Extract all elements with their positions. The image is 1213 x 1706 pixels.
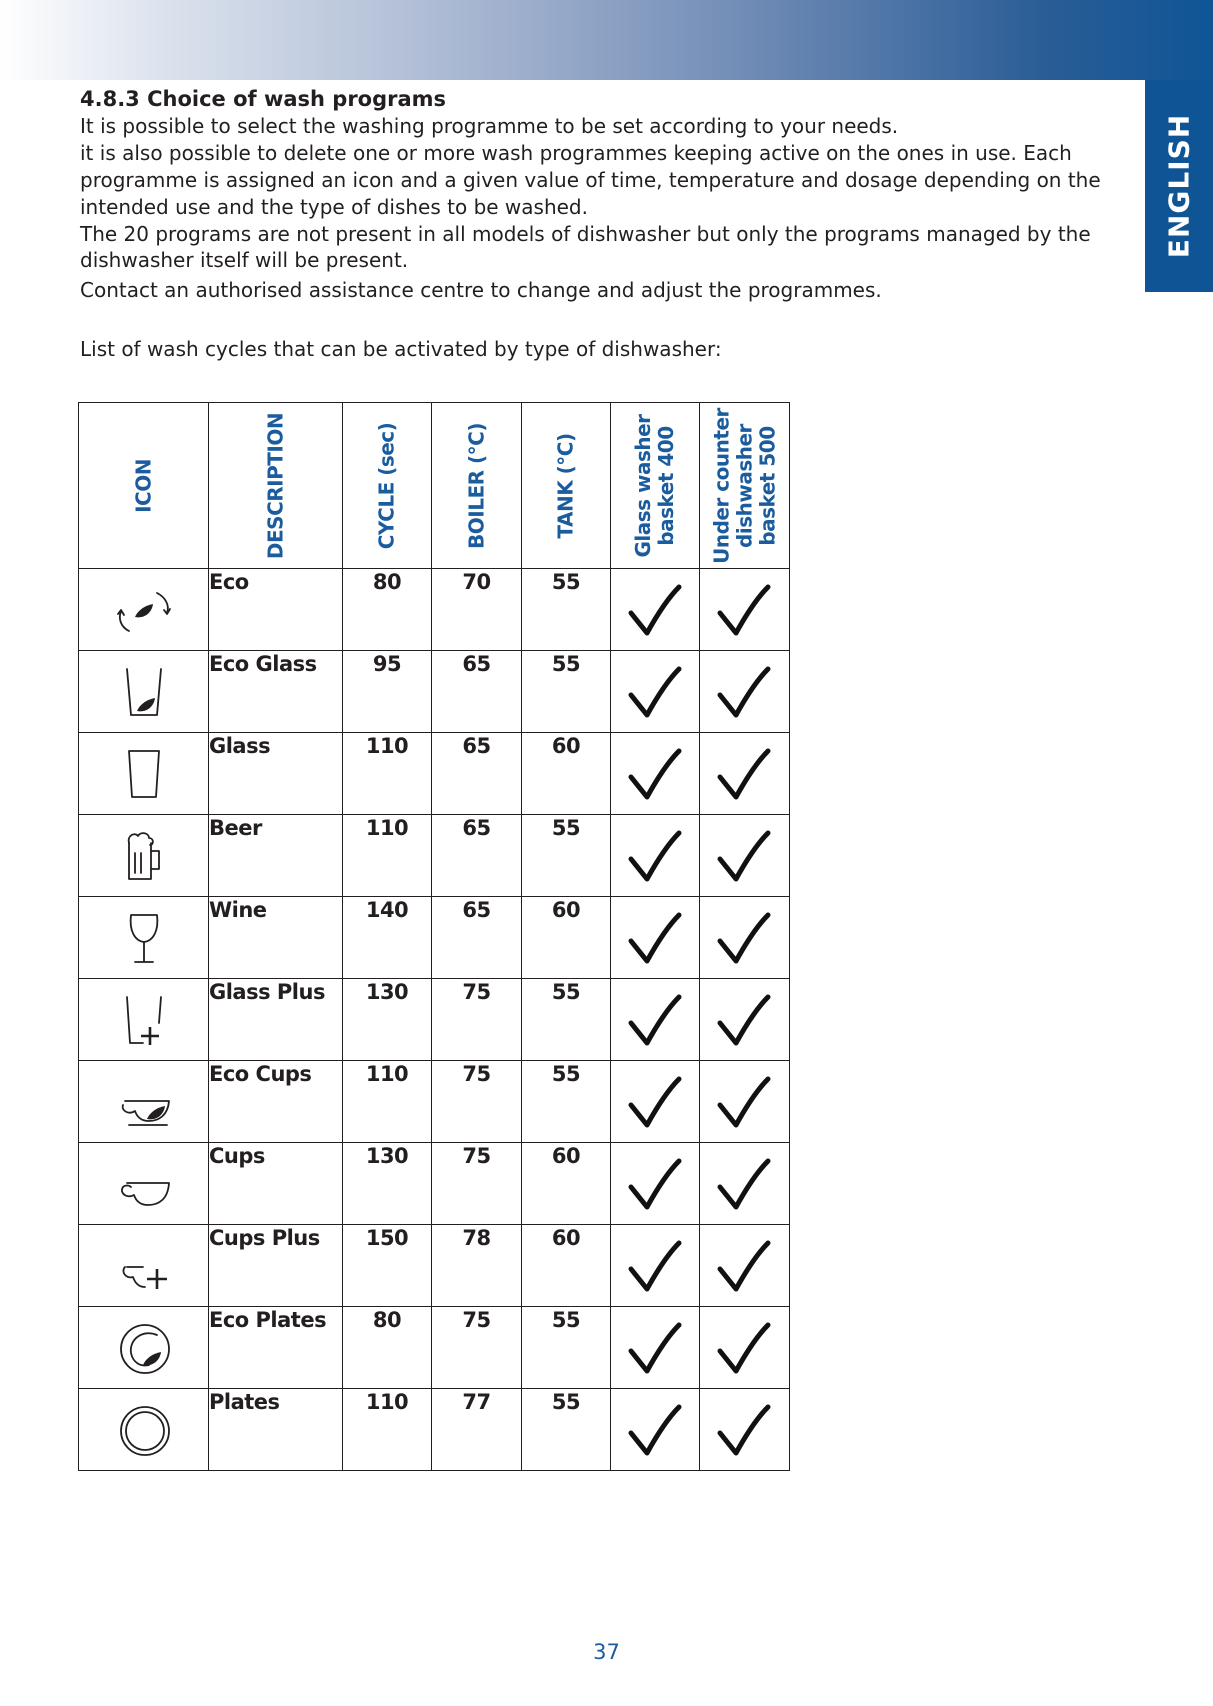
checkmark-icon <box>716 829 772 887</box>
checkmark-icon <box>627 1403 683 1461</box>
cycle-value: 80 <box>343 1307 432 1389</box>
program-description: Eco Glass <box>209 651 343 733</box>
cycle-value: 80 <box>343 569 432 651</box>
list-intro-paragraph: List of wash cycles that can be activated by type of dishwasher: <box>80 337 722 361</box>
table-row <box>79 1307 790 1389</box>
tank-value: 60 <box>522 733 611 815</box>
contact-paragraph: Contact an authorised assistance centre to change and adjust the programmes. <box>80 278 882 302</box>
section-heading: 4.8.3 Choice of wash programs <box>80 87 447 111</box>
icon-cell <box>79 1061 209 1143</box>
eco-plate-icon <box>113 1321 177 1379</box>
icon-cell <box>79 1143 209 1225</box>
checkmark-icon <box>627 1157 683 1215</box>
eco-glass-icon <box>113 665 177 723</box>
tank-value: 55 <box>522 569 611 651</box>
under-counter-check <box>700 733 790 815</box>
programs-availability-paragraph: The 20 programs are not present in all models of dishwasher but only the programs managed by the dishwasher itself will be present. <box>80 222 1091 272</box>
table-row <box>79 979 790 1061</box>
table-row <box>79 815 790 897</box>
under-counter-check <box>700 815 790 897</box>
glass-washer-check <box>611 651 700 733</box>
program-description: Wine <box>209 897 343 979</box>
checkmark-icon <box>627 747 683 805</box>
table-row <box>79 733 790 815</box>
checkmark-icon <box>627 993 683 1051</box>
icon-cell <box>79 651 209 733</box>
program-description: Eco Cups <box>209 1061 343 1143</box>
under-counter-check <box>700 1389 790 1471</box>
boiler-value: 75 <box>432 979 522 1061</box>
cycle-value: 140 <box>343 897 432 979</box>
under-counter-check <box>700 1307 790 1389</box>
program-description: Eco <box>209 569 343 651</box>
checkmark-icon <box>716 1075 772 1133</box>
program-description: Glass <box>209 733 343 815</box>
checkmark-icon <box>716 1239 772 1297</box>
checkmark-icon <box>716 993 772 1051</box>
tank-value: 55 <box>522 1389 611 1471</box>
checkmark-icon <box>627 1075 683 1133</box>
icon-cell <box>79 1307 209 1389</box>
language-tab <box>1145 80 1213 292</box>
under-counter-check <box>700 651 790 733</box>
glass-washer-check <box>611 815 700 897</box>
cycle-value: 110 <box>343 1061 432 1143</box>
cycle-value: 110 <box>343 1389 432 1471</box>
glass-washer-check <box>611 1061 700 1143</box>
checkmark-icon <box>716 665 772 723</box>
cycle-value: 130 <box>343 979 432 1061</box>
header-description: DESCRIPTION <box>209 403 343 569</box>
boiler-value: 75 <box>432 1061 522 1143</box>
icon-cell <box>79 1389 209 1471</box>
wine-glass-icon <box>113 911 177 969</box>
table-row <box>79 1143 790 1225</box>
header-cycle: CYCLE (sec) <box>343 403 432 569</box>
icon-cell <box>79 733 209 815</box>
tank-value: 60 <box>522 1225 611 1307</box>
table-header-row <box>79 403 790 569</box>
table-row <box>79 1061 790 1143</box>
under-counter-check <box>700 569 790 651</box>
checkmark-icon <box>716 1321 772 1379</box>
checkmark-icon <box>627 1321 683 1379</box>
eco-cup-icon <box>113 1075 177 1133</box>
section-text <box>80 86 1130 363</box>
table-row <box>79 1225 790 1307</box>
table-row <box>79 897 790 979</box>
tank-value: 55 <box>522 1061 611 1143</box>
plate-icon <box>113 1403 177 1461</box>
header-glass-washer: Glass washer basket 400 <box>611 403 700 569</box>
tank-value: 55 <box>522 815 611 897</box>
under-counter-check <box>700 1061 790 1143</box>
icon-cell <box>79 979 209 1061</box>
cycle-value: 130 <box>343 1143 432 1225</box>
boiler-value: 75 <box>432 1143 522 1225</box>
intro-paragraph: It is possible to select the washing programme to be set according to your needs. <box>80 114 899 138</box>
program-description: Beer <box>209 815 343 897</box>
checkmark-icon <box>627 911 683 969</box>
program-description: Plates <box>209 1389 343 1471</box>
checkmark-icon <box>627 583 683 641</box>
program-description: Cups Plus <box>209 1225 343 1307</box>
glass-washer-check <box>611 1389 700 1471</box>
glass-icon <box>113 747 177 805</box>
table-row <box>79 569 790 651</box>
cup-icon <box>113 1157 177 1215</box>
tank-value: 55 <box>522 651 611 733</box>
eco-cycle-icon <box>113 583 177 641</box>
tank-value: 60 <box>522 897 611 979</box>
header-tank: TANK (°C) <box>522 403 611 569</box>
table-row <box>79 651 790 733</box>
beer-mug-icon <box>113 829 177 887</box>
boiler-value: 65 <box>432 651 522 733</box>
tank-value: 55 <box>522 1307 611 1389</box>
icon-cell <box>79 815 209 897</box>
icon-cell <box>79 897 209 979</box>
checkmark-icon <box>716 911 772 969</box>
checkmark-icon <box>716 1403 772 1461</box>
header-icon: ICON <box>79 403 209 569</box>
under-counter-check <box>700 1143 790 1225</box>
header-gradient-band <box>0 0 1213 80</box>
boiler-value: 65 <box>432 733 522 815</box>
boiler-value: 78 <box>432 1225 522 1307</box>
boiler-value: 65 <box>432 815 522 897</box>
icon-cell <box>79 1225 209 1307</box>
under-counter-check <box>700 979 790 1061</box>
checkmark-icon <box>627 829 683 887</box>
glass-washer-check <box>611 569 700 651</box>
boiler-value: 75 <box>432 1307 522 1389</box>
program-description: Eco Plates <box>209 1307 343 1389</box>
page-number: 37 <box>593 1640 620 1664</box>
delete-programmes-paragraph: it is also possible to delete one or more wash programmes keeping active on the ones in use. Each programme is assigned an icon and a given value of time, temperature and dosage depending on the intended use and the type of dishes to be washed. <box>80 141 1101 219</box>
table-row <box>79 1389 790 1471</box>
cycle-value: 95 <box>343 651 432 733</box>
checkmark-icon <box>627 665 683 723</box>
glass-washer-check <box>611 897 700 979</box>
tank-value: 55 <box>522 979 611 1061</box>
checkmark-icon <box>716 747 772 805</box>
under-counter-check <box>700 1225 790 1307</box>
boiler-value: 77 <box>432 1389 522 1471</box>
glass-washer-check <box>611 1143 700 1225</box>
language-tab-label: ENGLISH <box>1162 113 1196 259</box>
checkmark-icon <box>716 583 772 641</box>
glass-washer-check <box>611 733 700 815</box>
program-description: Cups <box>209 1143 343 1225</box>
glass-washer-check <box>611 1307 700 1389</box>
glass-washer-check <box>611 979 700 1061</box>
checkmark-icon <box>627 1239 683 1297</box>
boiler-value: 70 <box>432 569 522 651</box>
glass-washer-check <box>611 1225 700 1307</box>
cycle-value: 150 <box>343 1225 432 1307</box>
checkmark-icon <box>716 1157 772 1215</box>
boiler-value: 65 <box>432 897 522 979</box>
cycle-value: 110 <box>343 733 432 815</box>
icon-cell <box>79 569 209 651</box>
header-boiler: BOILER (°C) <box>432 403 522 569</box>
cup-plus-icon <box>113 1239 177 1297</box>
tank-value: 60 <box>522 1143 611 1225</box>
wash-programs-table <box>78 402 790 1471</box>
glass-plus-icon <box>113 993 177 1051</box>
cycle-value: 110 <box>343 815 432 897</box>
under-counter-check <box>700 897 790 979</box>
program-description: Glass Plus <box>209 979 343 1061</box>
header-under-counter: Under counter dishwasher basket 500 <box>700 403 790 569</box>
